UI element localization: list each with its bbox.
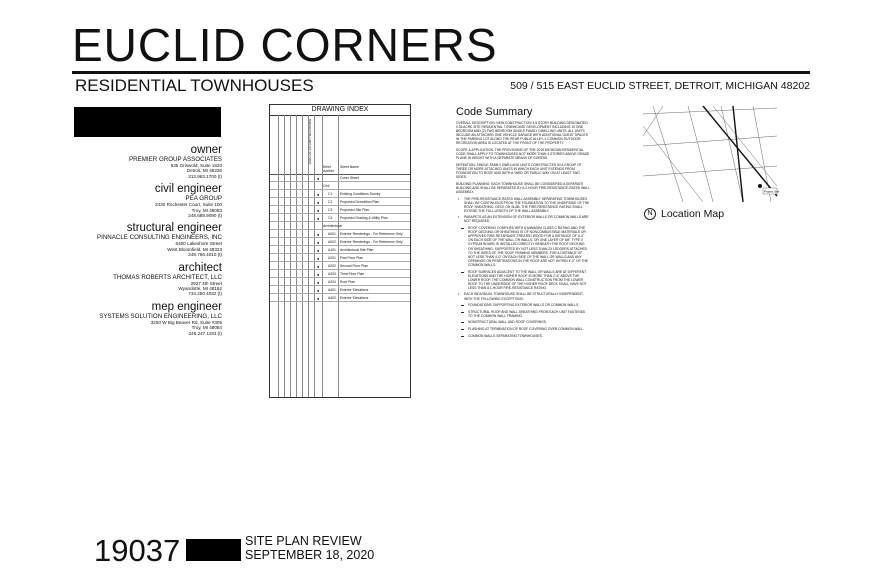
sheet-name: Exterior Elevations xyxy=(340,296,369,300)
sheet-name: Proposed Site Plan xyxy=(340,208,370,212)
drawing-index-row xyxy=(270,279,410,286)
team-contact-line: 248.766.4010 (t) xyxy=(188,252,222,258)
sheet-number: A401 xyxy=(328,288,336,292)
street-map-graphic xyxy=(643,106,780,202)
sheet-name: Proposed Grading & Utility Plan xyxy=(340,216,388,220)
sheet-name: Architectural xyxy=(323,224,342,228)
sheet-name: Architectural Site Plan xyxy=(340,248,374,252)
sheet-name: Existing Conditions Survey xyxy=(340,192,381,196)
issued-mark: ● xyxy=(317,288,320,293)
code-summary-paragraph: ▬ FLASHING AT TERMINATION OF ROOF COVERING OVER COMMON WALL. xyxy=(456,327,590,331)
team-contact-line: 248.689.9090 (t) xyxy=(188,213,222,219)
code-summary-paragraph: • THE FIRE-RESISTANCE-RATED WALL ASSEMBLY SEPARATING TOWNHOUSES SHALL BE CONTINUOUS FROM THE FOUNDATION TO THE UNDERSIDE OF THE ROOF SHEATHING, DECK OR SLAB. THE FIRE-RESISTANCE RATING SHALL EXTEND THE FULL LENGTH OF THE WALL ASSEMBLY. xyxy=(456,197,590,213)
drawing-index-row xyxy=(270,231,410,238)
redacted-block xyxy=(186,539,241,561)
team-firm: PEA GROUP xyxy=(185,195,222,203)
drawing-index-row xyxy=(270,215,410,222)
drawing-index-row xyxy=(270,247,410,254)
issued-mark: ● xyxy=(317,192,320,197)
team-contact-line: Wyandotte, MI 48192 xyxy=(178,286,222,292)
issue-phase: SITE PLAN REVIEW xyxy=(245,534,362,548)
sheet-name: Second Floor Plan xyxy=(340,264,368,268)
code-summary-paragraph: SCOPE & APPLICATION: THE PROVISIONS OF THE 2015 MICHIGAN RESIDENTIAL CODE SHALL APPLY TO TOWNHOUSES NOT MORE THAN 3 STORIES ABOVE GRADE PLANE IN HEIGHT WITH A SEPARATE MEANS OF EGRESS. xyxy=(456,148,590,161)
sheet-number: A402 xyxy=(328,296,336,300)
team-contact-line: 3250 W Big Beaver Rd, Suite #305 xyxy=(150,319,222,325)
location-map-caption xyxy=(644,208,724,220)
code-summary-paragraph: • PARAPETS AS AN EXTENSION OF EXTERIOR WALLS OR COMMON WALLS ARE NOT REQUIRED. xyxy=(456,215,590,223)
sheet-number: C4 xyxy=(328,216,333,220)
sheet-name: Third Floor Plan xyxy=(340,272,365,276)
issued-mark: ● xyxy=(317,232,320,237)
drawing-index-row xyxy=(270,207,410,214)
drawing-index-row xyxy=(270,287,410,294)
team-contact-line: 734.250.4032 (t) xyxy=(188,291,222,297)
location-map xyxy=(643,106,780,202)
team-contact-line: 248.247.1193 (t) xyxy=(188,330,222,336)
project-address: 509 / 515 EAST EUCLID STREET, DETROIT, MICHIGAN 48202 xyxy=(510,80,810,92)
project-number: 19037 xyxy=(94,533,181,568)
code-summary-paragraph: • EACH INDIVIDUAL TOWNHOUSE SHALL BE STRUCTURALLY INDEPENDENT, WITH THE FOLLOWING EXCEPTIONS: xyxy=(456,292,590,300)
team-firm: PINNACLE CONSULTING ENGINEERS, INC xyxy=(96,234,222,242)
code-summary-paragraph: ▬ ROOF SURFACES ADJACENT TO THE WALL OR WALLS ARE AT DIFFERENT ELEVATIONS AND THE HIGHER ROOF IS MORE THAN 2'-6" ABOVE THE LOWER ROOF. THE COMMON WALL CONSTRUCTION FROM THE LOWER ROOF TO THE UNDERSIDE OF THE HIGHER ROOF DECK SHALL HAVE NOT LESS THAN A 1-HOUR FIRE-RESISTANCE RATING. xyxy=(456,270,590,290)
project-subtitle: RESIDENTIAL TOWNHOUSES xyxy=(75,76,314,95)
north-arrow-icon: N xyxy=(644,208,656,220)
code-summary-paragraph: ▬ NONSTRUCTURAL WALL AND ROOF COVERINGS. xyxy=(456,320,590,324)
issued-mark: ● xyxy=(317,240,320,245)
drawing-index-row xyxy=(270,191,410,198)
sheet-number: A201 xyxy=(328,256,336,260)
team-contact-line: Troy, MI 48083 xyxy=(191,207,222,213)
team-contact-line: 313.963.1700 (t) xyxy=(188,173,222,179)
code-summary-paragraph: ▬ ROOF COVERING COMPLIES WITH A MINIMUM CLASS C RATING AND THE ROOF DECKING OR SHEATHING IS OF NONCOMBUSTIBLE MATERIALS OR APPROVED FIRE-RETARDANT-TREATED WOOD FOR A DISTANCE OF 4'-0" ON EACH SIDE OF THE WALL OR WALLS, OR ONE LAYER OF 5/8" TYPE X GYPSUM BOARD IS INSTALLED DIRECTLY BENEATH THE ROOF DECKING OR SHEATHING, SUPPORTED BY NOT LESS THAN 2X LEDGERS ATTACHED TO THE SIDES OF THE ROOF FRAMING MEMBERS, FOR A DISTANCE OF NOT LESS THAN 4'-0" ON EACH SIDE OF THE WALL OR WALLS AND ANY OPENINGS OR PENETRATIONS IN THE ROOF ARE NOT WITHIN 4'-0" OF THE COMMON WALLS. xyxy=(456,226,590,267)
team-member xyxy=(70,222,222,257)
team-firm: THOMAS ROBERTS ARCHITECT, LLC xyxy=(113,273,222,281)
issued-mark: ● xyxy=(317,264,320,269)
team-role: structural engineer xyxy=(126,222,222,235)
drawing-index-section xyxy=(270,183,410,190)
issued-mark: ● xyxy=(317,216,320,221)
sheet-number: C3 xyxy=(328,208,333,212)
issued-mark: ● xyxy=(317,176,320,181)
team-member xyxy=(70,183,222,218)
code-summary-paragraph: BUILDING PLANNING: EACH TOWNHOUSE SHALL BE CONSIDERED A SEPARATE BUILDING AND SHALL BE SEPARATED BY A 2-HOUR FIRE-RESISTANCE-RATED WALL ASSEMBLY. xyxy=(456,181,590,194)
sheet-name: Roof Plan xyxy=(340,280,355,284)
drawing-index-row xyxy=(270,199,410,206)
sheet-number: A002 xyxy=(328,240,336,244)
issued-mark: ● xyxy=(317,208,320,213)
issued-mark: ● xyxy=(317,200,320,205)
team-contact-line: Detroit, MI 48226 xyxy=(186,168,222,174)
sheet-name: Civil xyxy=(323,184,330,188)
sheet-name: Exterior Renderings - For Reference Only xyxy=(340,232,403,236)
project-title: EUCLID CORNERS xyxy=(72,19,498,71)
team-member xyxy=(70,144,222,179)
sheet-name: Proposed Demolition Plan xyxy=(340,200,380,204)
sheet-number: A203 xyxy=(328,272,336,276)
code-summary xyxy=(456,106,590,340)
drawing-index-header xyxy=(270,115,410,175)
issued-mark: ● xyxy=(317,280,320,285)
drawing-index xyxy=(269,104,411,398)
code-summary-paragraph: DEFINITION: SINGLE-FAMILY DWELLING UNITS CONSTRUCTED IN A GROUP OF THREE OR MORE ATTACHED UNITS IN WHICH EACH UNIT EXTENDS FROM FOUNDATION TO ROOF AND WITH A YARD OR PUBLIC WAY ON AT LEAST TWO SIDES. xyxy=(456,162,582,180)
team-role: civil engineer xyxy=(154,183,222,196)
drawing-index-row xyxy=(270,263,410,270)
drawing-index-grid xyxy=(270,115,410,397)
team-role: architect xyxy=(178,261,222,274)
drawing-index-row xyxy=(270,255,410,262)
team-contact-line: 2430 Rochester Court, Suite 100 xyxy=(155,202,222,208)
code-summary-paragraph: ▬ STRUCTURAL ROOF AND WALL SHEATHING FROM EACH UNIT FASTENED TO THE COMMON WALL FRAMING. xyxy=(456,310,590,318)
sheet-number: A101 xyxy=(328,248,336,252)
issued-mark: ● xyxy=(317,248,320,253)
location-map-label: Location Map xyxy=(661,208,725,220)
sheet-name: Exterior Elevations xyxy=(340,288,369,292)
code-summary-paragraph: ▬ COMMON WALLS SEPARATING TOWNHOUSES. xyxy=(456,334,590,338)
sheet-number: C1 xyxy=(328,192,333,196)
team-member xyxy=(70,301,222,336)
team-contact-line: 535 Griswold, Suite 1820 xyxy=(170,163,222,168)
team-contact-line: Troy, MI 48084 xyxy=(191,325,222,331)
drawing-index-row xyxy=(270,271,410,278)
team-contact-line: West Bloomfield, MI 48323 xyxy=(167,246,222,252)
drawing-index-section xyxy=(270,223,410,230)
team-firm: PREMIER GROUP ASSOCIATES xyxy=(129,156,222,163)
team-member xyxy=(70,262,222,297)
sheet-number: C2 xyxy=(328,200,333,204)
sheet-number: A001 xyxy=(328,232,336,236)
issued-mark: ● xyxy=(317,296,320,301)
code-summary-paragraph: ▬ FOUNDATIONS SUPPORTING EXTERIOR WALLS OR COMMON WALLS. xyxy=(456,303,590,307)
code-summary-title: Code Summary xyxy=(456,106,533,118)
sheet-name-header: Sheet Name xyxy=(340,165,359,169)
issue-info xyxy=(245,534,374,562)
issued-mark: ● xyxy=(317,272,320,277)
sheet-name: First Floor Plan xyxy=(340,256,363,260)
sheet-name: Cover Sheet xyxy=(340,176,359,180)
issue-date: SEPTEMBER 18, 2020 xyxy=(245,548,375,562)
sheet-number-header: Sheet Number xyxy=(322,165,335,173)
drawing-index-row xyxy=(270,239,410,246)
sheet-number: A204 xyxy=(328,280,336,284)
issue-column-header: 2020-09-18 Site Plan Review xyxy=(308,119,312,165)
redacted-logo-block xyxy=(74,107,221,137)
drawing-index-row xyxy=(270,295,410,302)
team-firm: SYSTEMS SOLUTION ENGINEERING, LLC xyxy=(99,312,222,320)
project-site-label: Project Site xyxy=(764,189,780,194)
title-rule xyxy=(72,71,810,74)
team-contact-line: 6400 Lakeshore Street xyxy=(175,241,222,247)
project-team xyxy=(70,140,222,336)
sheet-number: A202 xyxy=(328,264,336,268)
code-summary-paragraph: OVERALL DESCRIPTION: NEW CONSTRUCTION 3.5 STORY BUILDING DESIGNATED 0.35 ACRE SITE RESIDENTIAL TOWNHOUSE DEVELOPMENT INCLUDING 10 ONE BEDROOM AND (2) TWO BEDROOM SINGLE FAMILY DWELLING UNITS. ALL UNITS INCLUDE AN ATTACHED ONE VEHICLE GARAGE WITH ADDITIONAL GUEST SPACES IN THE PARKING LOT ALONG THE REAR PUBLIC ALLEY. 4 COMMON OUTDOOR RECREATION AREA IS LOCATED AT THE FRONT OF THE PROPERTY. xyxy=(456,121,588,146)
drawing-index-row xyxy=(270,175,410,182)
team-contact-line: 2927 4th Street xyxy=(190,280,222,286)
sheet-name: Exterior Renderings - For Reference Only xyxy=(340,240,403,244)
issued-mark: ● xyxy=(317,256,320,261)
team-role: owner xyxy=(190,144,222,156)
team-role: mep engineer xyxy=(151,300,222,313)
drawing-index-title: DRAWING INDEX xyxy=(270,105,410,116)
